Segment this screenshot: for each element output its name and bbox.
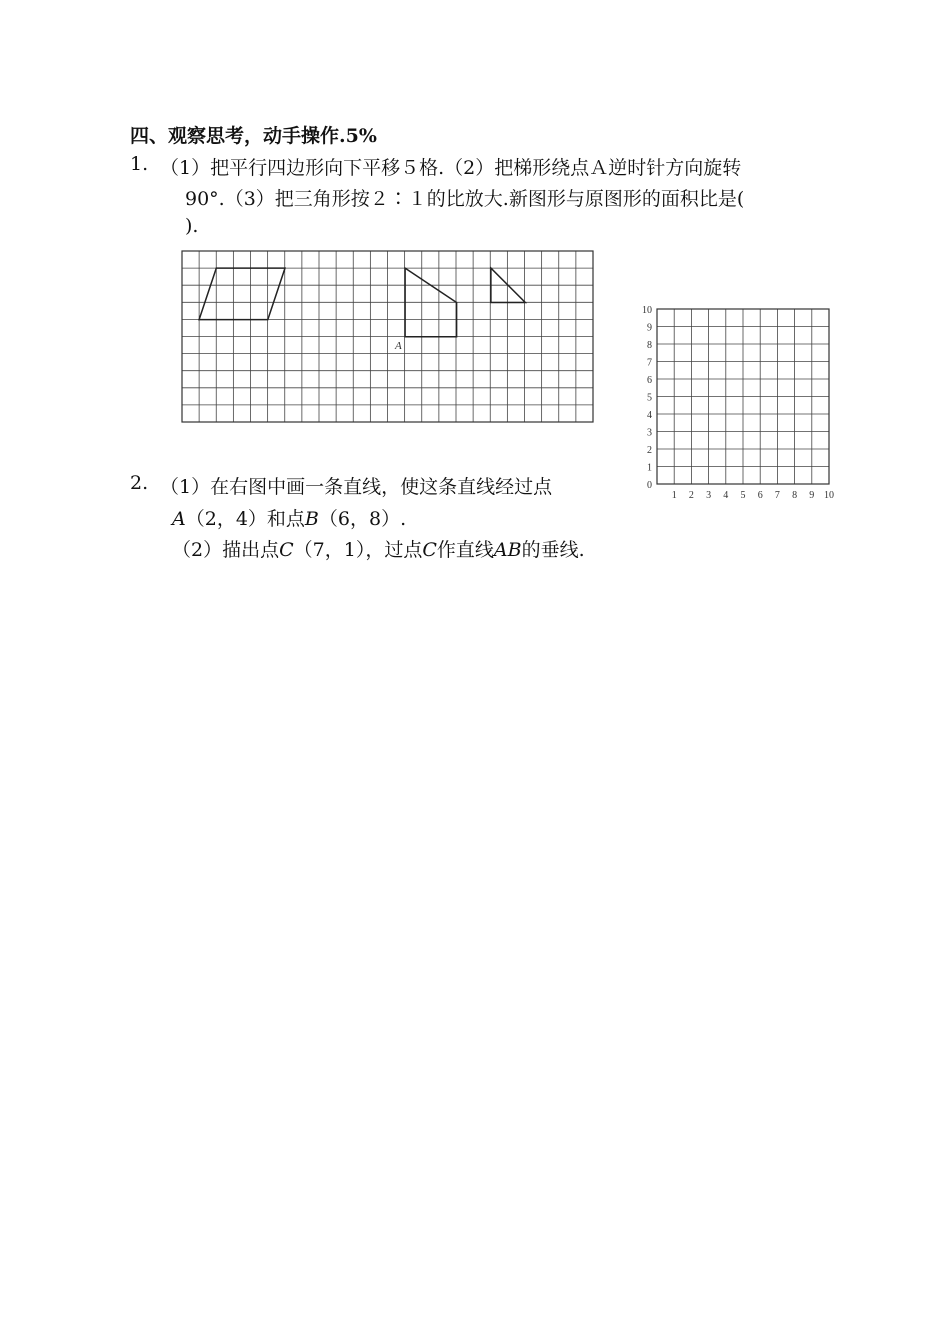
y-tick-label: 2 (647, 445, 652, 456)
x-tick-label: 1 (671, 490, 677, 501)
y-tick-label: 4 (647, 410, 652, 421)
q1-line2: 90°.（3）把三角形按２∶１的比放大.新图形与原图形的面积比是( (185, 188, 745, 210)
q1-line3: ). (185, 215, 199, 237)
q2-line2 (172, 504, 406, 531)
parallelogram-shape (199, 268, 285, 320)
section-heading: 四、观察思考，动手操作.5% (130, 125, 377, 147)
y-tick-label: 8 (647, 340, 652, 351)
x-tick-label: 5 (740, 490, 746, 501)
y-tick-label: 9 (647, 322, 652, 334)
q2-number: 2. (130, 472, 149, 494)
point-c-name: C (279, 539, 294, 561)
transformation-grid[interactable] (181, 250, 593, 424)
q2-line3 (172, 535, 585, 562)
point-c-coords: （7，1），过点 (293, 539, 423, 561)
point-a-name: A (172, 508, 186, 530)
q1-line1: （1）把平行四边形向下平移５格.（2）把梯形绕点Ａ逆时针方向旋转 (160, 157, 742, 179)
y-tick-label: 3 (647, 427, 652, 439)
y-tick-label: 10 (642, 305, 652, 316)
q1-number: 1. (130, 153, 149, 175)
q2-line3-part2: 作直线 (436, 539, 494, 561)
point-b-coords: （6，8）. (318, 508, 407, 530)
y-tick-label: 5 (647, 392, 652, 404)
x-tick-label: 4 (723, 490, 729, 501)
q2-line1: （1）在右图中画一条直线，使这条直线经过点 (160, 476, 553, 498)
x-tick-label: 8 (792, 490, 798, 501)
x-tick-label: 3 (706, 490, 712, 501)
x-tick-label: 6 (757, 490, 763, 501)
y-tick-label: 1 (647, 462, 652, 474)
point-b-name: B (304, 508, 319, 530)
coordinate-grid[interactable] (630, 302, 845, 502)
x-tick-label: 10 (824, 490, 834, 501)
q2-line3-part1: （2）描出点 (172, 539, 280, 561)
point-a-label: A (395, 340, 402, 352)
x-tick-label: 9 (809, 490, 815, 501)
line-ab-name: AB (493, 539, 522, 561)
y-tick-label: 6 (647, 375, 652, 386)
x-tick-label: 7 (774, 490, 780, 501)
q2-line3-part3: 的垂线. (521, 539, 585, 561)
point-a-coords: （2，4）和点 (185, 508, 305, 530)
y-tick-label: 7 (647, 357, 652, 369)
x-tick-label: 2 (688, 490, 694, 501)
y-tick-label: 0 (647, 480, 652, 491)
point-c-ref: C (422, 539, 437, 561)
